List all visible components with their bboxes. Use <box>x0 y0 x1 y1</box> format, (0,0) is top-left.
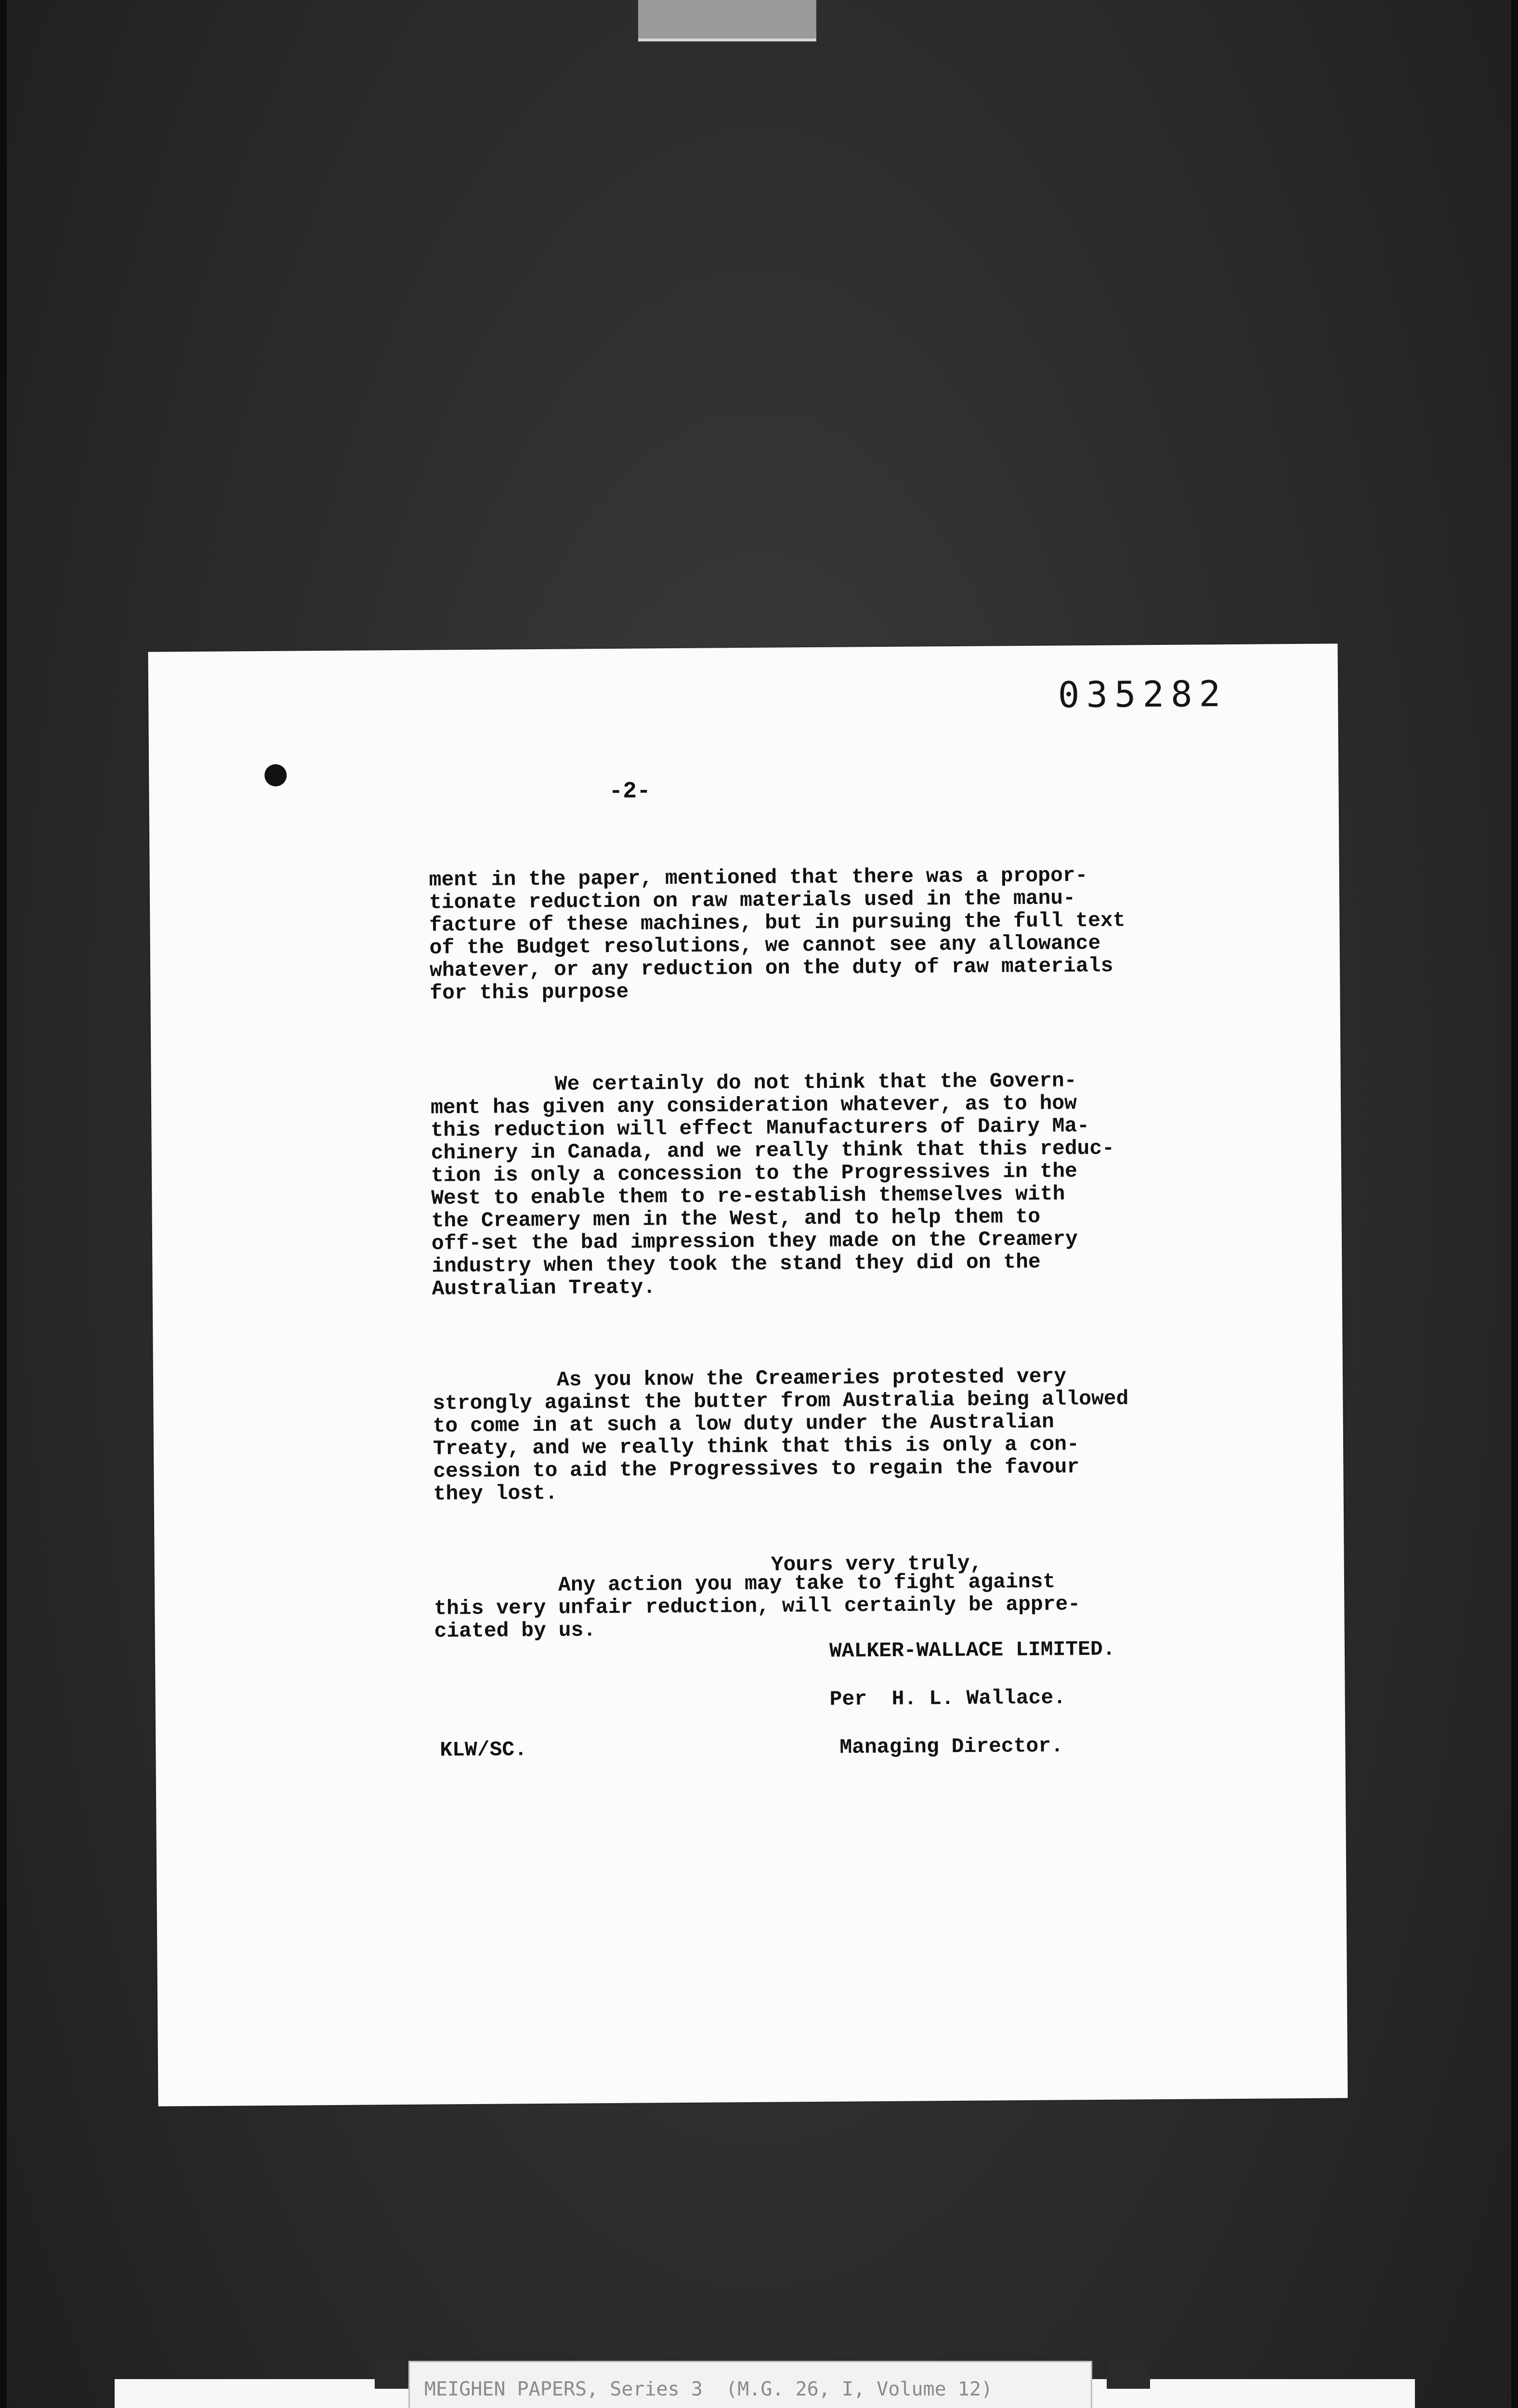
microfilm-top-tab <box>638 0 816 41</box>
film-edge-left <box>0 0 7 2408</box>
letter-body <box>429 818 1254 1712</box>
paragraph-2: We certainly do not think that the Govern- ment has given any consideration whatever, as to how this reduction will effect Manufacturers of Dairy Ma- chinery in Canada, and we really think that this reduc- tion is only a concession to the Progressives in the West to enable them to re-establish themselves with the Creamery men in the West, and to help them to off-set the bad impression they made on the Creamery industry when they took the stand they did on the Australian Treaty. <box>430 1069 1115 1301</box>
punch-hole <box>264 764 287 786</box>
company-name: WALKER-WALLACE LIMITED. <box>829 1637 1115 1663</box>
paragraph-3: As you know the Creameries protested very strongly against the butter from Australia being allowed to come in at such a low duty under the Australian Treaty, and we really think that this is only a con- cession to aid the Progressives to regain the favour they lost. <box>432 1364 1129 1506</box>
signature-line: Per H. L. Wallace. <box>829 1686 1066 1711</box>
signer-title: Managing Director. <box>839 1734 1064 1759</box>
reference-initials: KLW/SC. <box>440 1738 527 1762</box>
series-reference: MEIGHEN PAPERS, Series 3 (M.G. 26, I, Volume 12) <box>424 2378 993 2400</box>
letter-page <box>148 643 1348 2106</box>
document-number: 035282 <box>1058 673 1228 716</box>
paragraph-1: ment in the paper, mentioned that there was a propor- tionate reduction on raw materials used in the manu- facture of these machines, but in pursuing the full text of the Budget resolutions, we cannot see any allowance whatever, or any reduction on the duty of raw materials for this purpose <box>429 864 1125 1005</box>
closing-salutation: Yours very truly, <box>771 1551 982 1577</box>
series-strip <box>408 2361 1092 2408</box>
paragraph-4: Any action you may take to fight against this very unfair reduction, will certainly be appre- ciated by us. <box>433 1570 1081 1643</box>
film-edge-right <box>1511 0 1518 2408</box>
archive-label <box>115 2379 1415 2408</box>
page-number: -2- <box>609 778 651 805</box>
